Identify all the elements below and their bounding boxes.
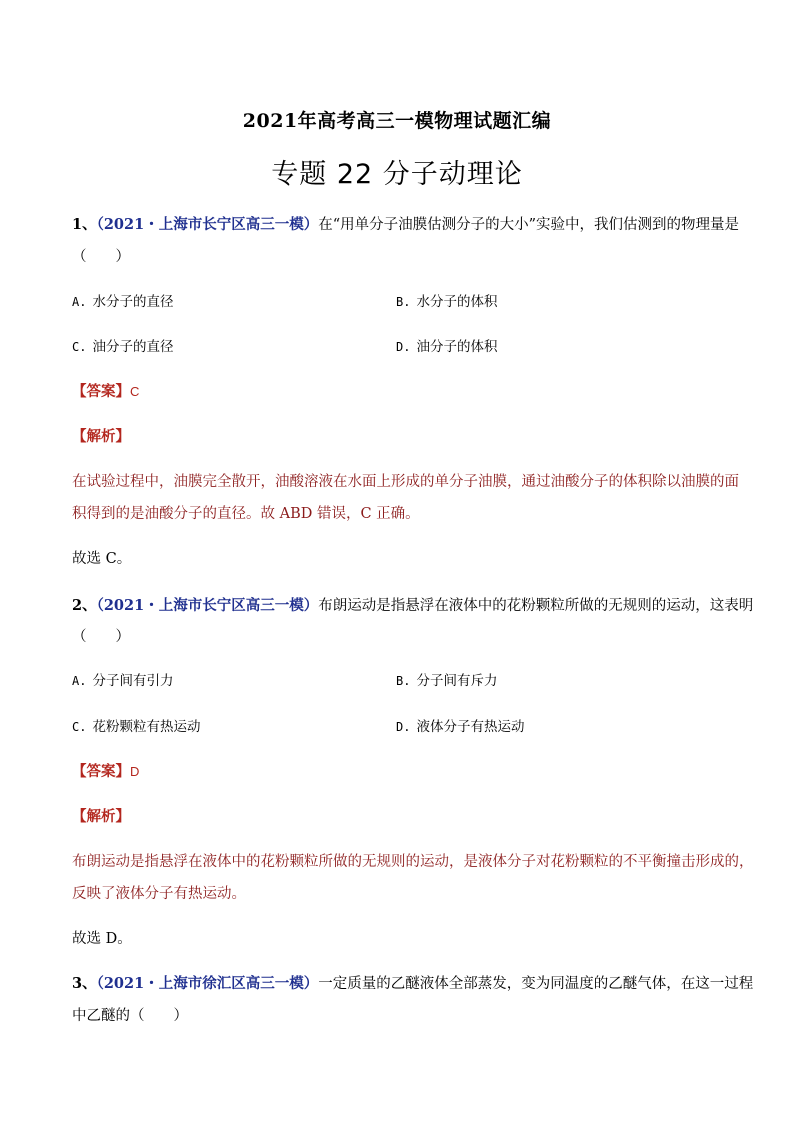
answer-value: D <box>130 764 140 779</box>
question-source: （2021・上海市长宁区高三一模） <box>96 597 319 614</box>
analysis-label: 【解析】 <box>72 428 130 445</box>
conclusion-text: 故选 C。 <box>72 551 132 567</box>
answer-line <box>72 380 139 401</box>
option-letter: D. <box>396 720 411 734</box>
option-text: 花粉颗粒有热运动 <box>92 719 201 735</box>
conclusion-text: 故选 D。 <box>72 931 132 947</box>
option-a <box>72 669 173 689</box>
option-letter: A. <box>72 674 87 688</box>
document-header: 2021年高考高三一模物理试题汇编 <box>242 110 552 132</box>
question-source: （2021・上海市长宁区高三一模） <box>96 216 319 233</box>
question-text: 在“用单分子油膜估测分子的大小”实验中，我们估测到的物理量是 <box>318 217 740 233</box>
question-3-continuation: 中乙醚的（ ） <box>72 1008 188 1024</box>
option-text: 分子间有引力 <box>92 673 174 689</box>
option-d <box>396 335 497 355</box>
option-letter: C. <box>72 720 87 734</box>
question-1-stem <box>72 213 739 234</box>
option-b <box>396 669 497 689</box>
analysis-label: 【解析】 <box>72 808 130 825</box>
question-2-stem <box>72 594 753 615</box>
question-number: 1、 <box>72 216 97 233</box>
analysis-text: 布朗运动是指悬浮在液体中的花粉颗粒所做的无规则的运动，是液体分子对花粉颗粒的不平衡撞击形成的， <box>72 854 754 870</box>
question-source: （2021・上海市徐汇区高三一模） <box>96 975 319 992</box>
question-3-stem <box>72 972 753 993</box>
option-text: 油分子的体积 <box>416 339 498 355</box>
option-letter: A. <box>72 295 87 309</box>
answer-value: C <box>130 384 140 399</box>
option-letter: D. <box>396 340 411 354</box>
option-text: 水分子的直径 <box>92 294 174 310</box>
option-c <box>72 335 173 355</box>
question-text: 布朗运动是指悬浮在液体中的花粉颗粒所做的无规则的运动，这表明 <box>318 598 754 614</box>
option-b <box>396 290 497 310</box>
question-text: 一定质量的乙醚液体全部蒸发，变为同温度的乙醚气体，在这一过程 <box>318 976 754 992</box>
option-letter: C. <box>72 340 87 354</box>
question-number: 2、 <box>72 597 97 614</box>
answer-label: 【答案】 <box>72 763 130 780</box>
answer-line <box>72 760 139 781</box>
option-text: 水分子的体积 <box>416 294 498 310</box>
question-2-bracket: （ ） <box>72 629 130 645</box>
option-letter: B. <box>396 674 411 688</box>
option-a <box>72 290 173 310</box>
question-1-bracket: （ ） <box>72 249 130 265</box>
analysis-text: 反映了液体分子有热运动。 <box>72 886 246 902</box>
option-c <box>72 715 200 735</box>
answer-label: 【答案】 <box>72 383 130 400</box>
analysis-text: 在试验过程中，油膜完全散开，油酸溶液在水面上形成的单分子油膜，通过油酸分子的体积除以油膜的面 <box>72 474 739 490</box>
option-d <box>396 715 524 735</box>
page-title: 专题 22 分子动理论 <box>271 159 523 190</box>
option-text: 液体分子有热运动 <box>416 719 525 735</box>
option-text: 分子间有斥力 <box>416 673 498 689</box>
option-letter: B. <box>396 295 411 309</box>
analysis-text: 积得到的是油酸分子的直径。故 ABD 错误，C 正确。 <box>72 506 420 522</box>
question-number: 3、 <box>72 975 97 992</box>
option-text: 油分子的直径 <box>92 339 174 355</box>
